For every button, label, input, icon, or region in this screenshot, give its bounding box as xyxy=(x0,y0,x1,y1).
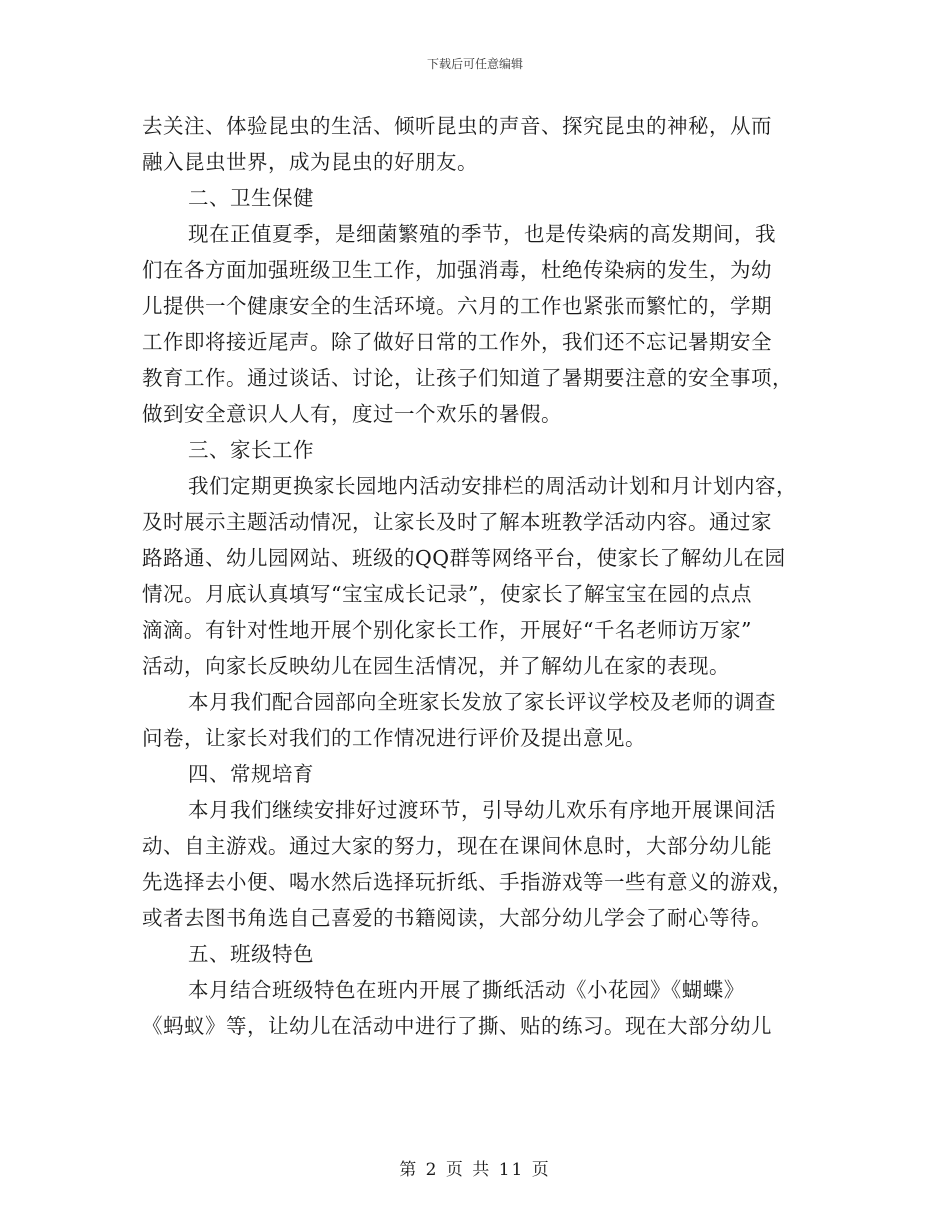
text-line: 情况。月底认真填写“宝宝成长记录”，使家长了解宝宝在园的点点 xyxy=(142,582,752,606)
text-line: 做到安全意识人人有，度过一个欢乐的暑假。 xyxy=(142,402,562,426)
page-header: 下载后可任意编辑 xyxy=(426,57,523,71)
text-line: 们在各方面加强班级卫生工作，加强消毒，杜绝传染病的发生，为幼 xyxy=(142,258,772,282)
text-line: 融入昆虫世界，成为昆虫的好朋友。 xyxy=(142,150,478,174)
text-line: 教育工作。通过谈话、讨论，让孩子们知道了暑期要注意的安全事项， xyxy=(142,366,793,390)
text-line: 动、自主游戏。通过大家的努力，现在在课间休息时，大部分幼儿能 xyxy=(142,834,772,858)
text-line: 滴滴。有针对性地开展个别化家长工作，开展好“千名老师访万家” xyxy=(142,618,752,642)
text-line: 儿提供一个健康安全的生活环境。六月的工作也紧张而繁忙的，学期 xyxy=(142,294,772,318)
text-line: 四、常规培育 xyxy=(188,762,314,786)
text-line: 现在正值夏季，是细菌繁殖的季节，也是传染病的高发期间，我 xyxy=(188,222,776,246)
text-line: 工作即将接近尾声。除了做好日常的工作外，我们还不忘记暑期安全 xyxy=(142,330,772,354)
text-line: 本月结合班级特色在班内开展了撕纸活动《小花园》《蝴蝶》 xyxy=(188,978,745,1002)
text-line: 先选择去小便、喝水然后选择玩折纸、手指游戏等一些有意义的游戏， xyxy=(142,870,793,894)
document-body xyxy=(142,108,810,1044)
page-footer: 第 2 页 共 11 页 xyxy=(399,1160,551,1180)
text-line: 问卷，让家长对我们的工作情况进行评价及提出意见。 xyxy=(142,726,646,750)
text-line: 活动，向家长反映幼儿在园生活情况，并了解幼儿在家的表现。 xyxy=(142,654,730,678)
text-line: 《蚂蚁》等，让幼儿在活动中进行了撕、贴的练习。现在大部分幼儿 xyxy=(142,1014,772,1038)
text-line: 我们定期更换家长园地内活动安排栏的周活动计划和月计划内容， xyxy=(188,474,797,498)
text-line: 去关注、体验昆虫的生活、倾听昆虫的声音、探究昆虫的神秘，从而 xyxy=(142,114,772,138)
text-line: 路路通、幼儿园网站、班级的QQ群等网络平台，使家长了解幼儿在园 xyxy=(142,546,786,570)
text-line: 五、班级特色 xyxy=(188,942,314,966)
text-line: 二、卫生保健 xyxy=(188,186,314,210)
text-line: 三、家长工作 xyxy=(188,438,314,462)
text-line: 本月我们配合园部向全班家长发放了家长评议学校及老师的调查 xyxy=(188,690,776,714)
text-line: 或者去图书角选自己喜爱的书籍阅读，大部分幼儿学会了耐心等待。 xyxy=(142,906,772,930)
text-line: 本月我们继续安排好过渡环节，引导幼儿欢乐有序地开展课间活 xyxy=(188,798,776,822)
text-line: 及时展示主题活动情况，让家长及时了解本班教学活动内容。通过家 xyxy=(142,510,772,534)
